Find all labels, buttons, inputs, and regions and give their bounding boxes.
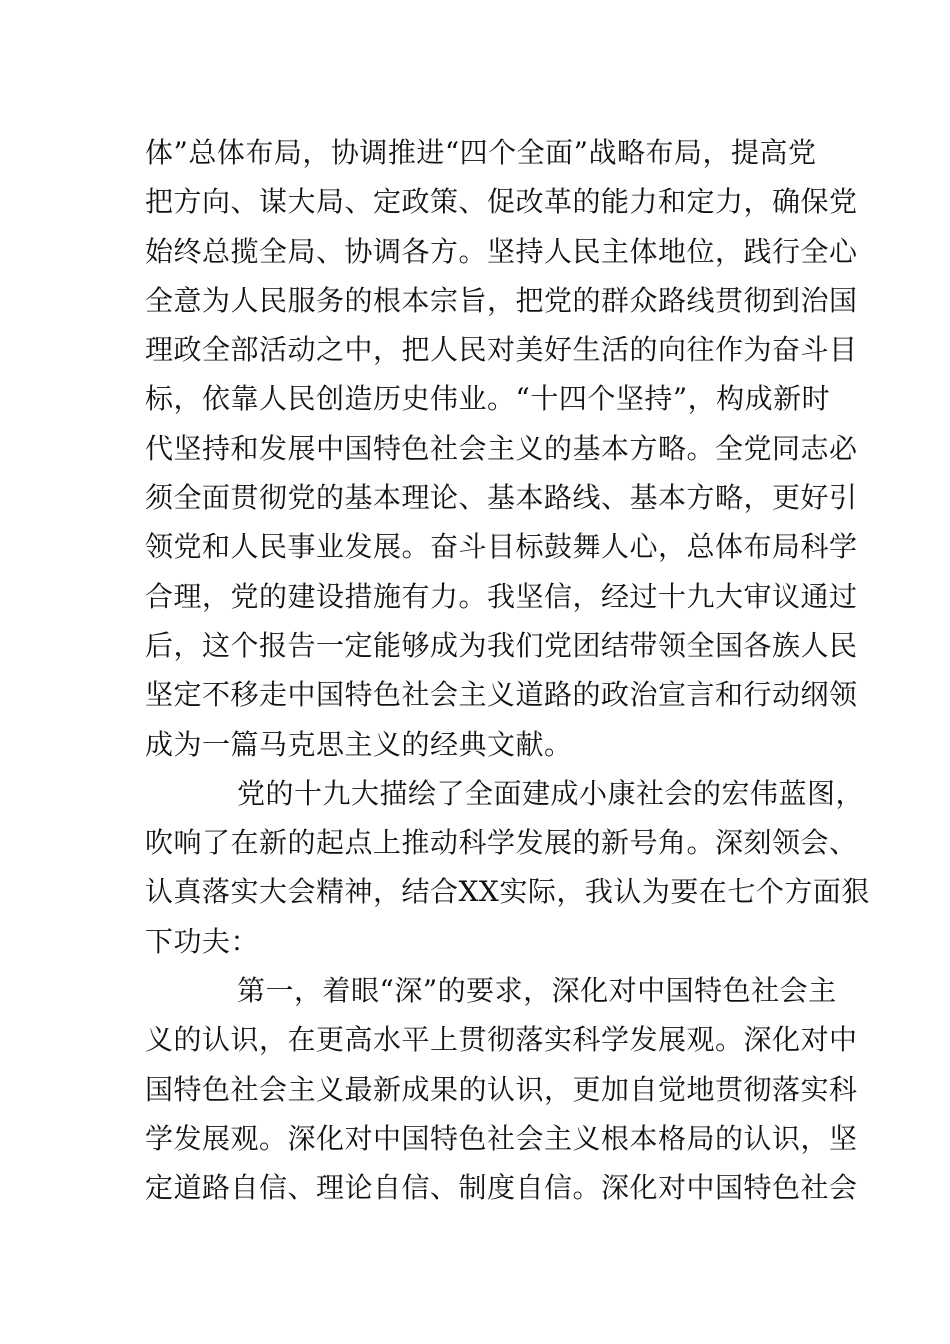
text-line-indented: 第一，着眼“深”的要求，深化对中国特色社会主 [237, 974, 837, 1008]
text-line: 标，依靠人民创造历史伟业。“十四个坚持”，构成新时 [145, 382, 831, 416]
paragraph-3 [145, 966, 858, 1212]
paragraph-2 [145, 769, 870, 966]
text-line-indented: 党的十九大描绘了全面建成小康社会的宏伟蓝图， [237, 776, 865, 810]
text-line: 坚定不移走中国特色社会主义道路的政治宣言和行动纲领 [145, 678, 858, 712]
text-line: 领党和人民事业发展。奋斗目标鼓舞人心，总体布局科学 [145, 530, 858, 564]
text-line: 认真落实大会精神，结合XX实际，我认为要在七个方面狠 [145, 875, 870, 909]
text-line: 把方向、谋大局、定政策、促改革的能力和定力，确保党 [145, 185, 858, 219]
body-text [145, 128, 870, 1213]
text-line: 定道路自信、理论自信、制度自信。深化对中国特色社会 [145, 1171, 858, 1205]
paragraph-1 [145, 128, 858, 769]
text-line: 后，这个报告一定能够成为我们党团结带领全国各族人民 [145, 628, 858, 662]
text-line: 始终总揽全局、协调各方。坚持人民主体地位，践行全心 [145, 234, 858, 268]
text-line: 吹响了在新的起点上推动科学发展的新号角。深刻领会、 [145, 826, 858, 860]
text-line: 成为一篇马克思主义的经典文献。 [145, 727, 573, 761]
text-line: 全意为人民服务的根本宗旨，把党的群众路线贯彻到治国 [145, 283, 858, 317]
text-line: 理政全部活动之中，把人民对美好生活的向往作为奋斗目 [145, 333, 858, 367]
text-line: 义的认识，在更高水平上贯彻落实科学发展观。深化对中 [145, 1023, 858, 1057]
text-line: 合理，党的建设措施有力。我坚信，经过十九大审议通过 [145, 579, 858, 613]
text-line: 学发展观。深化对中国特色社会主义根本格局的认识，坚 [145, 1121, 858, 1155]
text-line: 国特色社会主义最新成果的认识，更加自觉地贯彻落实科 [145, 1072, 858, 1106]
text-line: 体”总体布局，协调推进“四个全面”战略布局，提高党 [145, 136, 817, 169]
text-line: 代坚持和发展中国特色社会主义的基本方略。全党同志必 [145, 431, 858, 465]
text-line: 须全面贯彻党的基本理论、基本路线、基本方略，更好引 [145, 481, 858, 515]
text-line: 下功夫： [145, 924, 260, 958]
